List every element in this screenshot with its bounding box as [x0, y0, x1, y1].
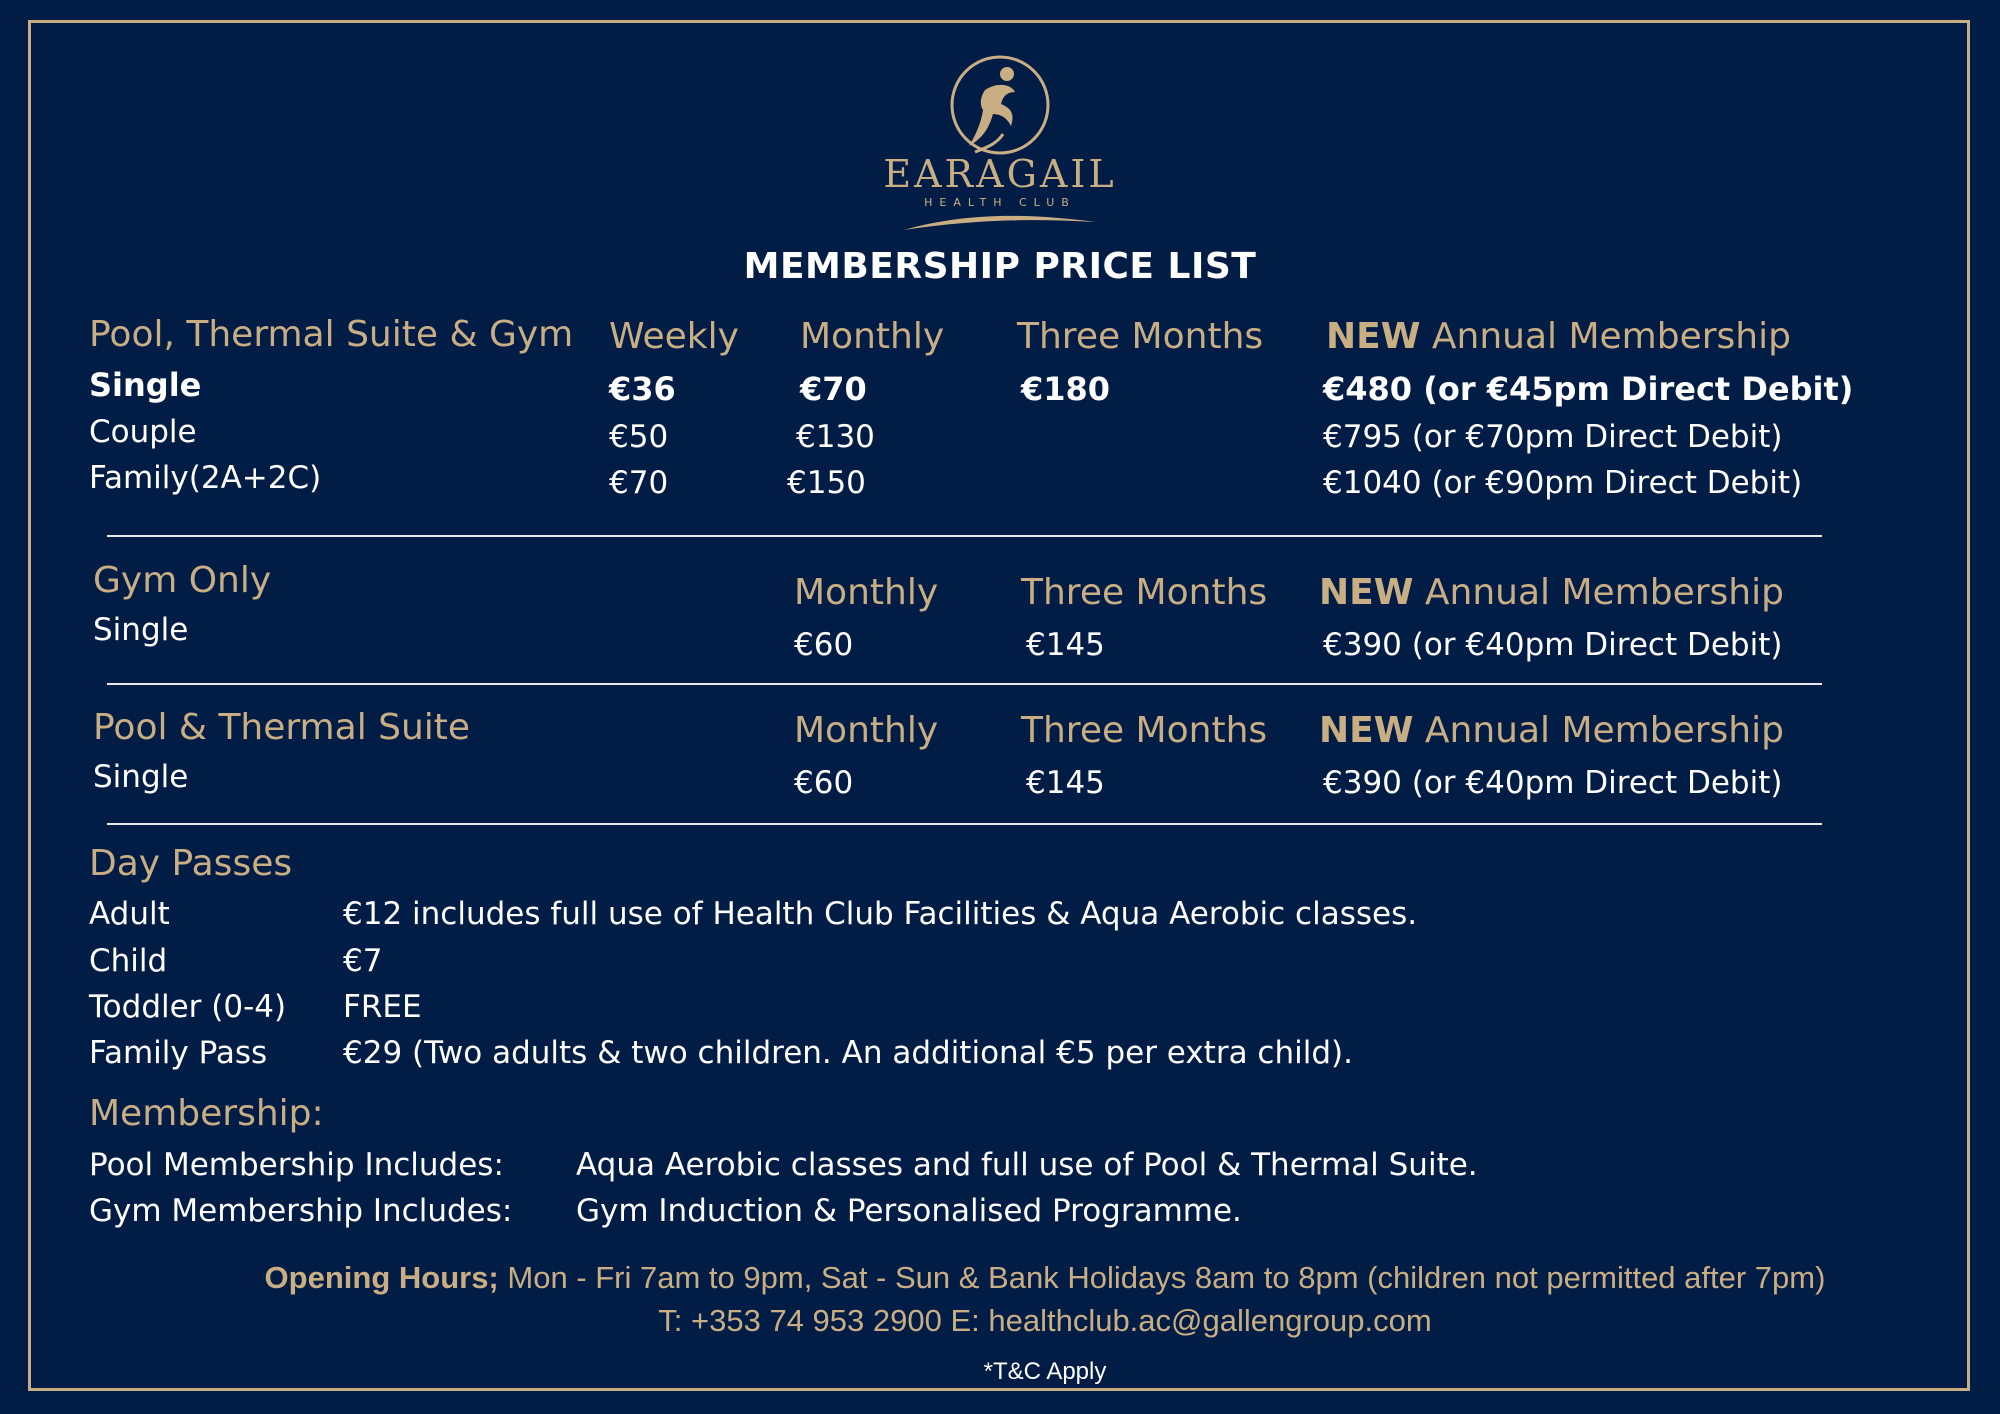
day-pass-value: €7	[343, 943, 383, 979]
membership-item-value: Aqua Aerobic classes and full use of Pool & Thermal Suite.	[576, 1147, 1478, 1183]
day-pass-value: €29 (Two adults & two children. An additional €5 per extra child).	[343, 1035, 1353, 1071]
new-badge: NEW	[1319, 710, 1414, 751]
new-badge: NEW	[1326, 316, 1421, 357]
row-type-family: Family(2A+2C)	[89, 460, 322, 496]
pool-header-three-months: Three Months	[1021, 710, 1268, 751]
opening-hours	[0, 1260, 2000, 1296]
pool-price-three-months: €145	[1026, 765, 1105, 801]
brand-swoosh-icon	[900, 210, 1100, 234]
price-monthly-single: €70	[800, 370, 867, 408]
section-label-day-passes: Day Passes	[89, 843, 293, 884]
price-monthly-couple: €130	[796, 419, 875, 455]
runner-logo-icon	[945, 52, 1055, 162]
day-pass-value: €12 includes full use of Health Club Facilities & Aqua Aerobic classes.	[343, 896, 1418, 932]
gym-header-three-months: Three Months	[1021, 572, 1268, 613]
section-label-pool-thermal: Pool & Thermal Suite	[93, 707, 471, 748]
price-annual-family: €1040 (or €90pm Direct Debit)	[1323, 465, 1803, 501]
price-monthly-family: €150	[787, 465, 866, 501]
day-pass-name: Adult	[89, 896, 170, 932]
row-type-single: Single	[89, 366, 202, 404]
day-pass-name: Family Pass	[89, 1035, 268, 1071]
row-type-couple: Couple	[89, 414, 197, 450]
price-weekly-couple: €50	[609, 419, 669, 455]
day-pass-name: Toddler (0-4)	[89, 989, 287, 1025]
new-badge: NEW	[1319, 572, 1414, 613]
section-label-full-club: Pool, Thermal Suite & Gym	[89, 314, 574, 355]
header-weekly: Weekly	[609, 316, 739, 357]
pool-price-annual: €390 (or €40pm Direct Debit)	[1323, 765, 1783, 801]
divider-3	[107, 823, 1822, 825]
gym-price-annual: €390 (or €40pm Direct Debit)	[1323, 627, 1783, 663]
price-weekly-single: €36	[609, 370, 676, 408]
day-pass-name: Child	[89, 943, 168, 979]
pool-header-annual	[1319, 710, 1784, 751]
price-annual-couple: €795 (or €70pm Direct Debit)	[1323, 419, 1783, 455]
divider-2	[107, 683, 1822, 685]
pool-header-monthly: Monthly	[794, 710, 939, 751]
header-three-months: Three Months	[1017, 316, 1264, 357]
membership-item-name: Pool Membership Includes:	[89, 1147, 504, 1183]
header-annual-label: Annual Membership	[1431, 316, 1791, 357]
gym-header-annual-label: Annual Membership	[1424, 572, 1784, 613]
opening-hours-text: Mon - Fri 7am to 9pm, Sat - Sun & Bank Holidays 8am to 8pm (children not permitted after 7pm)	[507, 1260, 1826, 1295]
page-title: MEMBERSHIP PRICE LIST	[743, 246, 1257, 287]
contact-info: T: +353 74 953 2900 E: healthclub.ac@gallengroup.com	[658, 1303, 1432, 1338]
brand-subtitle: HEALTH CLUB	[924, 196, 1076, 209]
gym-price-monthly: €60	[794, 627, 854, 663]
gym-row-type-single: Single	[93, 612, 189, 648]
divider-1	[107, 535, 1822, 537]
gym-header-monthly: Monthly	[794, 572, 939, 613]
membership-item-name: Gym Membership Includes:	[89, 1193, 513, 1229]
pool-price-monthly: €60	[794, 765, 854, 801]
price-annual-single: €480 (or €45pm Direct Debit)	[1323, 370, 1854, 408]
price-weekly-family: €70	[609, 465, 669, 501]
pool-header-annual-label: Annual Membership	[1424, 710, 1784, 751]
brand-name: EARAGAIL	[883, 152, 1117, 196]
terms-note: *T&C Apply	[983, 1358, 1107, 1385]
header-annual	[1326, 316, 1791, 357]
membership-item-value: Gym Induction & Personalised Programme.	[576, 1193, 1242, 1229]
pool-row-type-single: Single	[93, 759, 189, 795]
opening-hours-label: Opening Hours;	[264, 1260, 499, 1295]
gym-header-annual	[1319, 572, 1784, 613]
section-label-gym-only: Gym Only	[93, 560, 272, 601]
header-monthly: Monthly	[800, 316, 945, 357]
gym-price-three-months: €145	[1026, 627, 1105, 663]
price-three-months-single: €180	[1021, 370, 1111, 408]
section-label-membership: Membership:	[89, 1093, 324, 1134]
day-pass-value: FREE	[343, 989, 422, 1025]
